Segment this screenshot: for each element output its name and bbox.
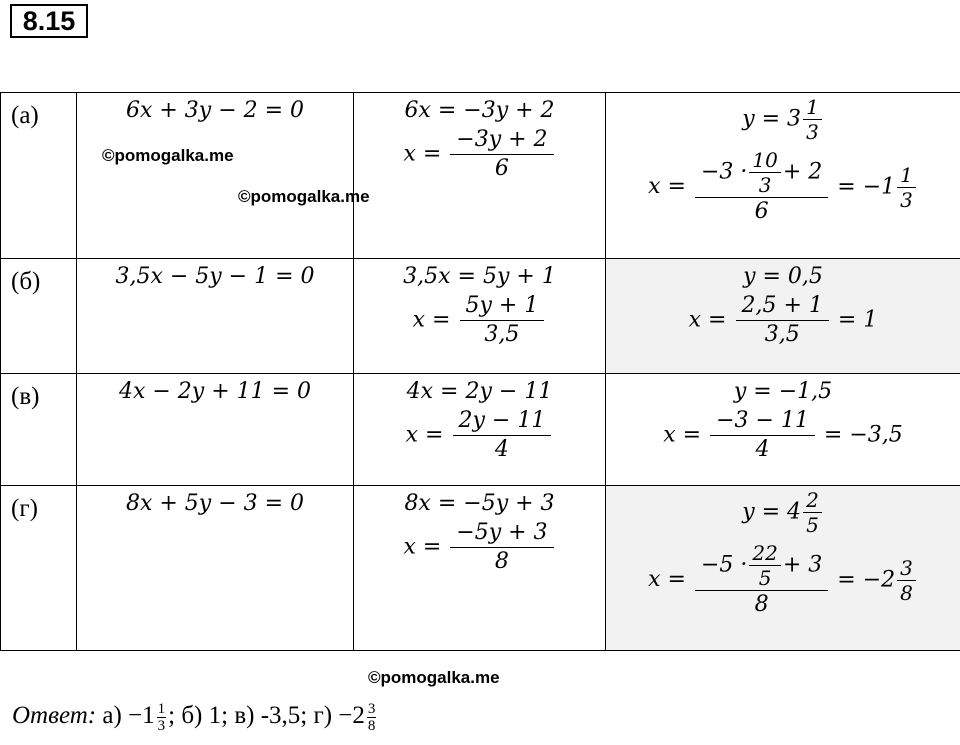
inner-num: 10 [749,148,780,173]
solution-cell [606,93,960,259]
x-rhs-den: 8 [900,580,913,605]
answer-g-den: 8 [367,717,376,734]
x-value-fraction [695,148,828,226]
equation: 8x + 5y − 3 = 0 [125,491,305,516]
x-rhs-den: 3 [900,187,913,212]
row-label: (б) [11,268,41,295]
x-lhs: x = [648,567,686,592]
x-value [606,144,960,226]
solution-cell [606,259,960,374]
step1: 4x = 2y − 11 [406,379,553,404]
y-fraction-den: 3 [806,120,819,144]
x-num-part-a: −5 · [700,552,748,578]
x-expression [354,126,605,183]
equation-cell [77,486,354,651]
x-num-part-b: + 2 [782,159,823,185]
row-label: (в) [11,383,40,410]
x-value-den: 4 [755,437,770,462]
x-fraction [450,519,553,576]
answer-a-den: 3 [157,717,166,734]
x-value [606,292,960,349]
answer-a-fraction [157,701,167,734]
y-fraction-num: 2 [803,488,822,513]
x-value-num [695,541,828,591]
table-row [1,93,960,259]
x-fraction-num: 2y − 11 [453,407,552,436]
table-row [1,259,960,374]
x-rhs-num: 3 [897,556,916,581]
y-value [606,486,960,537]
y-value [606,93,960,144]
x-value [606,537,960,619]
y-lhs: y = 4 [742,499,802,525]
x-lhs: x = [648,174,686,199]
row-label-cell [1,93,77,259]
solution-table [0,92,960,651]
x-lhs: x = [403,534,442,560]
x-fraction-den: 4 [494,437,509,462]
step-cell [354,486,606,651]
watermark: ©pomogalka.me [102,146,234,165]
x-expression [354,519,605,576]
x-lhs: x = [412,307,451,333]
answer-lead: Ответ: [12,702,97,729]
x-value-den: 8 [754,592,769,617]
answer-a-prefix: а) −1 [102,702,155,729]
x-rhs: = 1 [837,307,878,333]
step1: 6x = −3y + 2 [404,98,555,123]
x-fraction-den: 8 [494,549,509,574]
step1: 8x = −5y + 3 [404,491,555,516]
equation-cell [77,259,354,374]
x-lhs: x = [688,307,727,333]
inner-den: 3 [758,173,772,197]
table-row [1,374,960,486]
x-rhs-num: 1 [897,163,916,188]
y-fraction-num: 1 [803,95,822,120]
row-label: (г) [11,495,38,522]
x-expression [354,407,605,464]
x-value-num: −3 − 11 [710,407,815,436]
x-num-part-b: + 3 [782,552,823,578]
y-fraction [803,95,822,144]
answer-g-fraction [367,701,377,734]
x-num-inner-fraction [749,148,780,197]
watermark: ©pomogalka.me [368,668,500,687]
answer-a-num: 1 [157,700,166,717]
equation-cell [77,374,354,486]
equation-cell [77,93,354,259]
x-rhs: = −1 [837,174,896,199]
x-fraction-den: 6 [494,156,509,181]
equation: 6x + 3y − 2 = 0 [125,98,305,123]
row-label-cell [1,486,77,651]
x-fraction [450,126,553,183]
x-fraction-num: 5y + 1 [460,292,545,321]
x-expression [354,292,605,349]
answer-rest: ; б) 1; в) -3,5; г) −2 [168,702,365,729]
solution-cell [606,374,960,486]
x-num-inner-fraction [749,541,780,590]
x-lhs: x = [663,422,702,448]
row-label-cell [1,259,77,374]
answer-line [12,700,378,734]
x-value-fraction [736,292,829,349]
x-lhs: x = [403,141,442,167]
step-cell [354,374,606,486]
x-lhs: x = [405,422,444,448]
inner-num: 22 [749,541,780,566]
x-value-fraction [710,407,815,464]
solution-cell [606,486,960,651]
x-fraction-num: −5y + 3 [450,519,553,548]
y-fraction [803,488,822,537]
step-cell [354,259,606,374]
x-rhs-fraction [897,163,916,212]
x-rhs-fraction [897,556,916,605]
step-cell [354,93,606,259]
x-fraction [460,292,545,349]
answer-g-num: 3 [367,700,376,717]
x-value-fraction [695,541,828,619]
x-fraction-num: −3y + 2 [450,126,553,155]
x-value-num [695,148,828,198]
watermark: ©pomogalka.me [238,187,370,206]
x-value-den: 3,5 [764,322,800,347]
x-value [606,407,960,464]
y-lhs: y = 3 [742,106,802,132]
equation: 3,5x − 5y − 1 = 0 [115,264,315,289]
task-number: 8.15 [10,4,88,38]
step1: 3,5x = 5y + 1 [403,264,556,289]
x-value-num: 2,5 + 1 [736,292,829,321]
y-value: y = −1,5 [733,379,833,404]
row-label-cell [1,374,77,486]
inner-den: 5 [758,566,772,590]
x-rhs: = −2 [837,567,896,592]
y-value: y = 0,5 [743,264,823,289]
equation: 4x − 2y + 11 = 0 [118,379,312,404]
x-value-den: 6 [754,199,769,224]
row-label: (а) [11,102,39,129]
x-num-part-a: −3 · [700,159,748,185]
table-row [1,486,960,651]
x-rhs: = −3,5 [823,422,903,448]
x-fraction [453,407,552,464]
y-fraction-den: 5 [806,513,819,537]
x-fraction-den: 3,5 [484,322,520,347]
